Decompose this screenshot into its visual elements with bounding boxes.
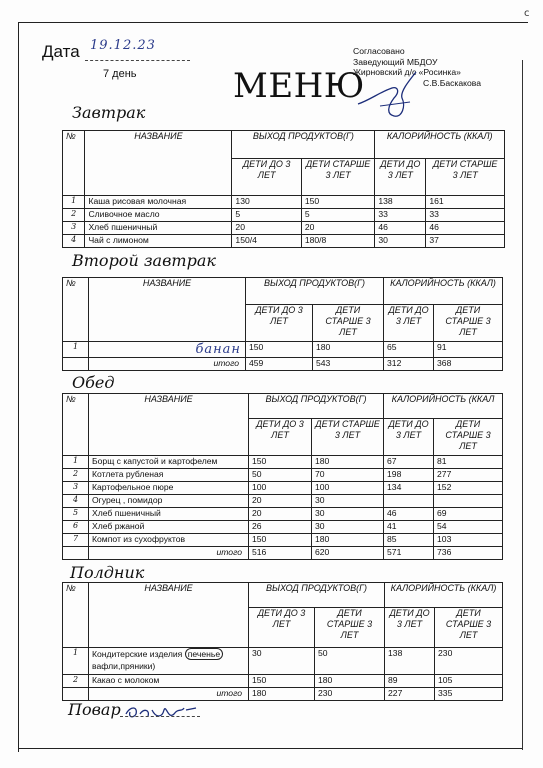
calories-under3: 198: [384, 469, 434, 482]
output-under3: 20: [232, 222, 301, 235]
row-number: 4: [63, 235, 85, 248]
frame-right-line: [522, 60, 523, 750]
table-row: [63, 235, 505, 248]
date-value: 19.12.23: [90, 38, 156, 53]
column-header-over3: ДЕТИ СТАРШЕ 3 ЛЕТ: [434, 419, 503, 456]
output-over3: 180: [313, 342, 384, 358]
section-title-snack: Полдник: [70, 563, 145, 582]
column-header-name: НАЗВАНИЕ: [85, 131, 232, 196]
column-header-over3: ДЕТИ СТАРШЕ 3 ЛЕТ: [313, 305, 384, 342]
output-over3: 150: [301, 196, 375, 209]
dish-name: [89, 648, 249, 675]
approval-line: Жирновский д/с «Росинка»: [353, 67, 461, 78]
approval-line: Согласовано: [353, 46, 405, 56]
total-label: итого: [89, 688, 249, 701]
column-header-under3: ДЕТИ ДО 3 ЛЕТ: [246, 305, 313, 342]
corner-mark: [524, 8, 536, 22]
second-breakfast-table: [62, 277, 503, 371]
row-number: 3: [63, 222, 85, 235]
dish-name: Хлеб ржаной: [89, 521, 249, 534]
dish-name: Каша рисовая молочная: [85, 196, 232, 209]
column-header-num: №: [63, 278, 89, 342]
empty-cell: [63, 688, 89, 701]
table-row: [63, 521, 503, 534]
row-number: 5: [63, 508, 89, 521]
table-row: [63, 469, 503, 482]
calories-over3: 81: [434, 456, 503, 469]
empty-cell: [63, 547, 89, 560]
calories-under3: 85: [384, 534, 434, 547]
empty-cell: [63, 358, 89, 371]
total-row: [63, 688, 503, 701]
row-number: 3: [63, 482, 89, 495]
column-header-calories: КАЛОРИЙНОСТЬ (ККАЛ: [384, 394, 503, 419]
output-under3: 150: [246, 342, 313, 358]
table-row: [63, 222, 505, 235]
breakfast-table: [62, 130, 505, 248]
total-row: [63, 358, 503, 371]
calories-over3: 230: [435, 648, 503, 675]
column-header-under3: ДЕТИ ДО 3 ЛЕТ: [232, 159, 301, 196]
total-output-under3: 516: [249, 547, 312, 560]
column-header-under3: ДЕТИ ДО 3 ЛЕТ: [384, 305, 434, 342]
calories-under3: 134: [384, 482, 434, 495]
calories-under3: 89: [385, 675, 435, 688]
day-label: 7 день: [103, 68, 137, 80]
total-calories-under3: 312: [384, 358, 434, 371]
page-title: МЕНЮ: [233, 66, 365, 106]
row-number: 1: [63, 196, 85, 209]
dish-name: Хлеб пшеничный: [85, 222, 232, 235]
dish-name: Чай с лимоном: [85, 235, 232, 248]
table-row: [63, 675, 503, 688]
dish-name: Борщ с капустой и картофелем: [89, 456, 249, 469]
calories-over3: 54: [434, 521, 503, 534]
column-header-under3: ДЕТИ ДО 3 ЛЕТ: [385, 608, 435, 648]
table-row: [63, 209, 505, 222]
dish-name-handwritten: банан: [195, 342, 241, 357]
total-calories-over3: 335: [435, 688, 503, 701]
row-number: 4: [63, 495, 89, 508]
output-under3: 150/4: [232, 235, 301, 248]
row-number: 2: [63, 209, 85, 222]
column-header-over3: ДЕТИ СТАРШЕ 3 ЛЕТ: [301, 159, 375, 196]
frame-top-line: [18, 22, 528, 23]
frame-left-line: [18, 22, 19, 752]
dish-name: Огурец , помидор: [89, 495, 249, 508]
output-over3: 30: [312, 495, 384, 508]
column-header-output: ВЫХОД ПРОДУКТОВ(Г): [249, 583, 385, 608]
output-over3: 30: [312, 521, 384, 534]
column-header-over3: ДЕТИ СТАРШЕ 3 ЛЕТ: [426, 159, 505, 196]
calories-over3: 37: [426, 235, 505, 248]
column-header-calories: КАЛОРИЙНОСТЬ (ККАЛ): [385, 583, 503, 608]
output-over3: 180/8: [301, 235, 375, 248]
column-header-num: №: [63, 394, 89, 456]
column-header-calories: КАЛОРИЙНОСТЬ (ККАЛ): [375, 131, 505, 159]
total-calories-over3: 736: [434, 547, 503, 560]
dish-name-part: Кондитерские изделия: [92, 649, 183, 659]
dish-name: Какао с молоком: [89, 675, 249, 688]
row-number: 1: [63, 456, 89, 469]
calories-under3: 30: [375, 235, 426, 248]
calories-under3: 138: [385, 648, 435, 675]
calories-under3: 65: [384, 342, 434, 358]
lunch-table: [62, 393, 503, 560]
date-label: Дата: [42, 42, 80, 61]
cook-signature: [122, 700, 202, 722]
calories-over3: 33: [426, 209, 505, 222]
calories-under3: 46: [375, 222, 426, 235]
table-row: [63, 342, 503, 358]
output-under3: 150: [249, 534, 312, 547]
output-over3: 5: [301, 209, 375, 222]
output-over3: 70: [312, 469, 384, 482]
calories-over3: 105: [435, 675, 503, 688]
column-header-under3: ДЕТИ ДО 3 ЛЕТ: [384, 419, 434, 456]
column-header-over3: ДЕТИ СТАРШЕ 3 ЛЕТ: [315, 608, 385, 648]
date-underline: [85, 60, 190, 61]
output-under3: 100: [249, 482, 312, 495]
output-over3: 20: [301, 222, 375, 235]
total-label: итого: [89, 547, 249, 560]
section-title-second-breakfast: Второй завтрак: [72, 251, 216, 270]
table-row: [63, 534, 503, 547]
column-header-under3: ДЕТИ ДО 3 ЛЕТ: [249, 608, 315, 648]
total-calories-under3: 227: [385, 688, 435, 701]
column-header-over3: ДЕТИ СТАРШЕ 3 ЛЕТ: [435, 608, 503, 648]
total-output-over3: 543: [313, 358, 384, 371]
output-over3: 100: [312, 482, 384, 495]
row-number: 2: [63, 675, 89, 688]
column-header-under3: ДЕТИ ДО 3 ЛЕТ: [249, 419, 312, 456]
table-row: [63, 456, 503, 469]
output-under3: 30: [249, 648, 315, 675]
total-label: итого: [89, 358, 246, 371]
section-title-breakfast: Завтрак: [72, 103, 146, 122]
calories-under3: 67: [384, 456, 434, 469]
column-header-name: НАЗВАНИЕ: [89, 394, 249, 456]
total-calories-under3: 571: [384, 547, 434, 560]
row-number: 1: [63, 648, 89, 675]
table-row: [63, 508, 503, 521]
approval-line: С.В.Баскакова: [423, 77, 482, 88]
column-header-output: ВЫХОД ПРОДУКТОВ(Г): [246, 278, 384, 305]
approval-line: Заведующий МБДОУ: [353, 56, 438, 67]
row-number: 7: [63, 534, 89, 547]
total-output-over3: 620: [312, 547, 384, 560]
calories-under3: 138: [375, 196, 426, 209]
calories-under3: 33: [375, 209, 426, 222]
column-header-over3: ДЕТИ СТАРШЕ 3 ЛЕТ: [312, 419, 384, 456]
dish-name-part: вафли,пряники): [92, 661, 156, 671]
snack-table: [62, 582, 503, 701]
dish-name: Сливочное масло: [85, 209, 232, 222]
output-over3: 180: [312, 534, 384, 547]
calories-over3: 103: [434, 534, 503, 547]
calories-over3: 91: [434, 342, 503, 358]
output-under3: 150: [249, 675, 315, 688]
output-over3: 180: [315, 675, 385, 688]
dish-name: Хлеб пшеничный: [89, 508, 249, 521]
calories-over3: 161: [426, 196, 505, 209]
cook-label: Повар: [68, 700, 121, 719]
output-under3: 20: [249, 508, 312, 521]
total-row: [63, 547, 503, 560]
column-header-under3: ДЕТИ ДО 3 ЛЕТ: [375, 159, 426, 196]
cook-signature-line: [120, 716, 200, 717]
table-row: [63, 495, 503, 508]
calories-over3: 69: [434, 508, 503, 521]
column-header-num: №: [63, 583, 89, 648]
section-title-lunch: Обед: [72, 373, 115, 392]
calories-under3: 46: [384, 508, 434, 521]
dish-name-circled: печенье: [185, 648, 223, 660]
output-under3: 26: [249, 521, 312, 534]
dish-name: Компот из сухофруктов: [89, 534, 249, 547]
column-header-name: НАЗВАНИЕ: [89, 278, 246, 342]
total-output-under3: 180: [249, 688, 315, 701]
calories-over3: 152: [434, 482, 503, 495]
output-over3: 180: [312, 456, 384, 469]
calories-under3: 41: [384, 521, 434, 534]
output-under3: 5: [232, 209, 301, 222]
column-header-num: №: [63, 131, 85, 196]
row-number: 1: [63, 342, 89, 358]
calories-over3: [434, 495, 503, 508]
row-number: 2: [63, 469, 89, 482]
table-row: [63, 482, 503, 495]
column-header-output: ВЫХОД ПРОДУКТОВ(Г): [232, 131, 375, 159]
column-header-name: НАЗВАНИЕ: [89, 583, 249, 648]
table-row: [63, 648, 503, 675]
calories-over3: 277: [434, 469, 503, 482]
output-under3: 20: [249, 495, 312, 508]
output-under3: 150: [249, 456, 312, 469]
output-over3: 50: [315, 648, 385, 675]
dish-name: Картофельное пюре: [89, 482, 249, 495]
column-header-calories: КАЛОРИЙНОСТЬ (ККАЛ): [384, 278, 503, 305]
calories-over3: 46: [426, 222, 505, 235]
output-under3: 50: [249, 469, 312, 482]
dish-name: Котлета рубленая: [89, 469, 249, 482]
column-header-output: ВЫХОД ПРОДУКТОВ(Г): [249, 394, 384, 419]
column-header-over3: ДЕТИ СТАРШЕ 3 ЛЕТ: [434, 305, 503, 342]
total-output-over3: 230: [315, 688, 385, 701]
total-calories-over3: 368: [434, 358, 503, 371]
dish-name: [89, 342, 246, 358]
frame-bottom-line: [18, 748, 522, 749]
output-under3: 130: [232, 196, 301, 209]
output-over3: 30: [312, 508, 384, 521]
row-number: 6: [63, 521, 89, 534]
calories-under3: [384, 495, 434, 508]
total-output-under3: 459: [246, 358, 313, 371]
table-row: [63, 196, 505, 209]
